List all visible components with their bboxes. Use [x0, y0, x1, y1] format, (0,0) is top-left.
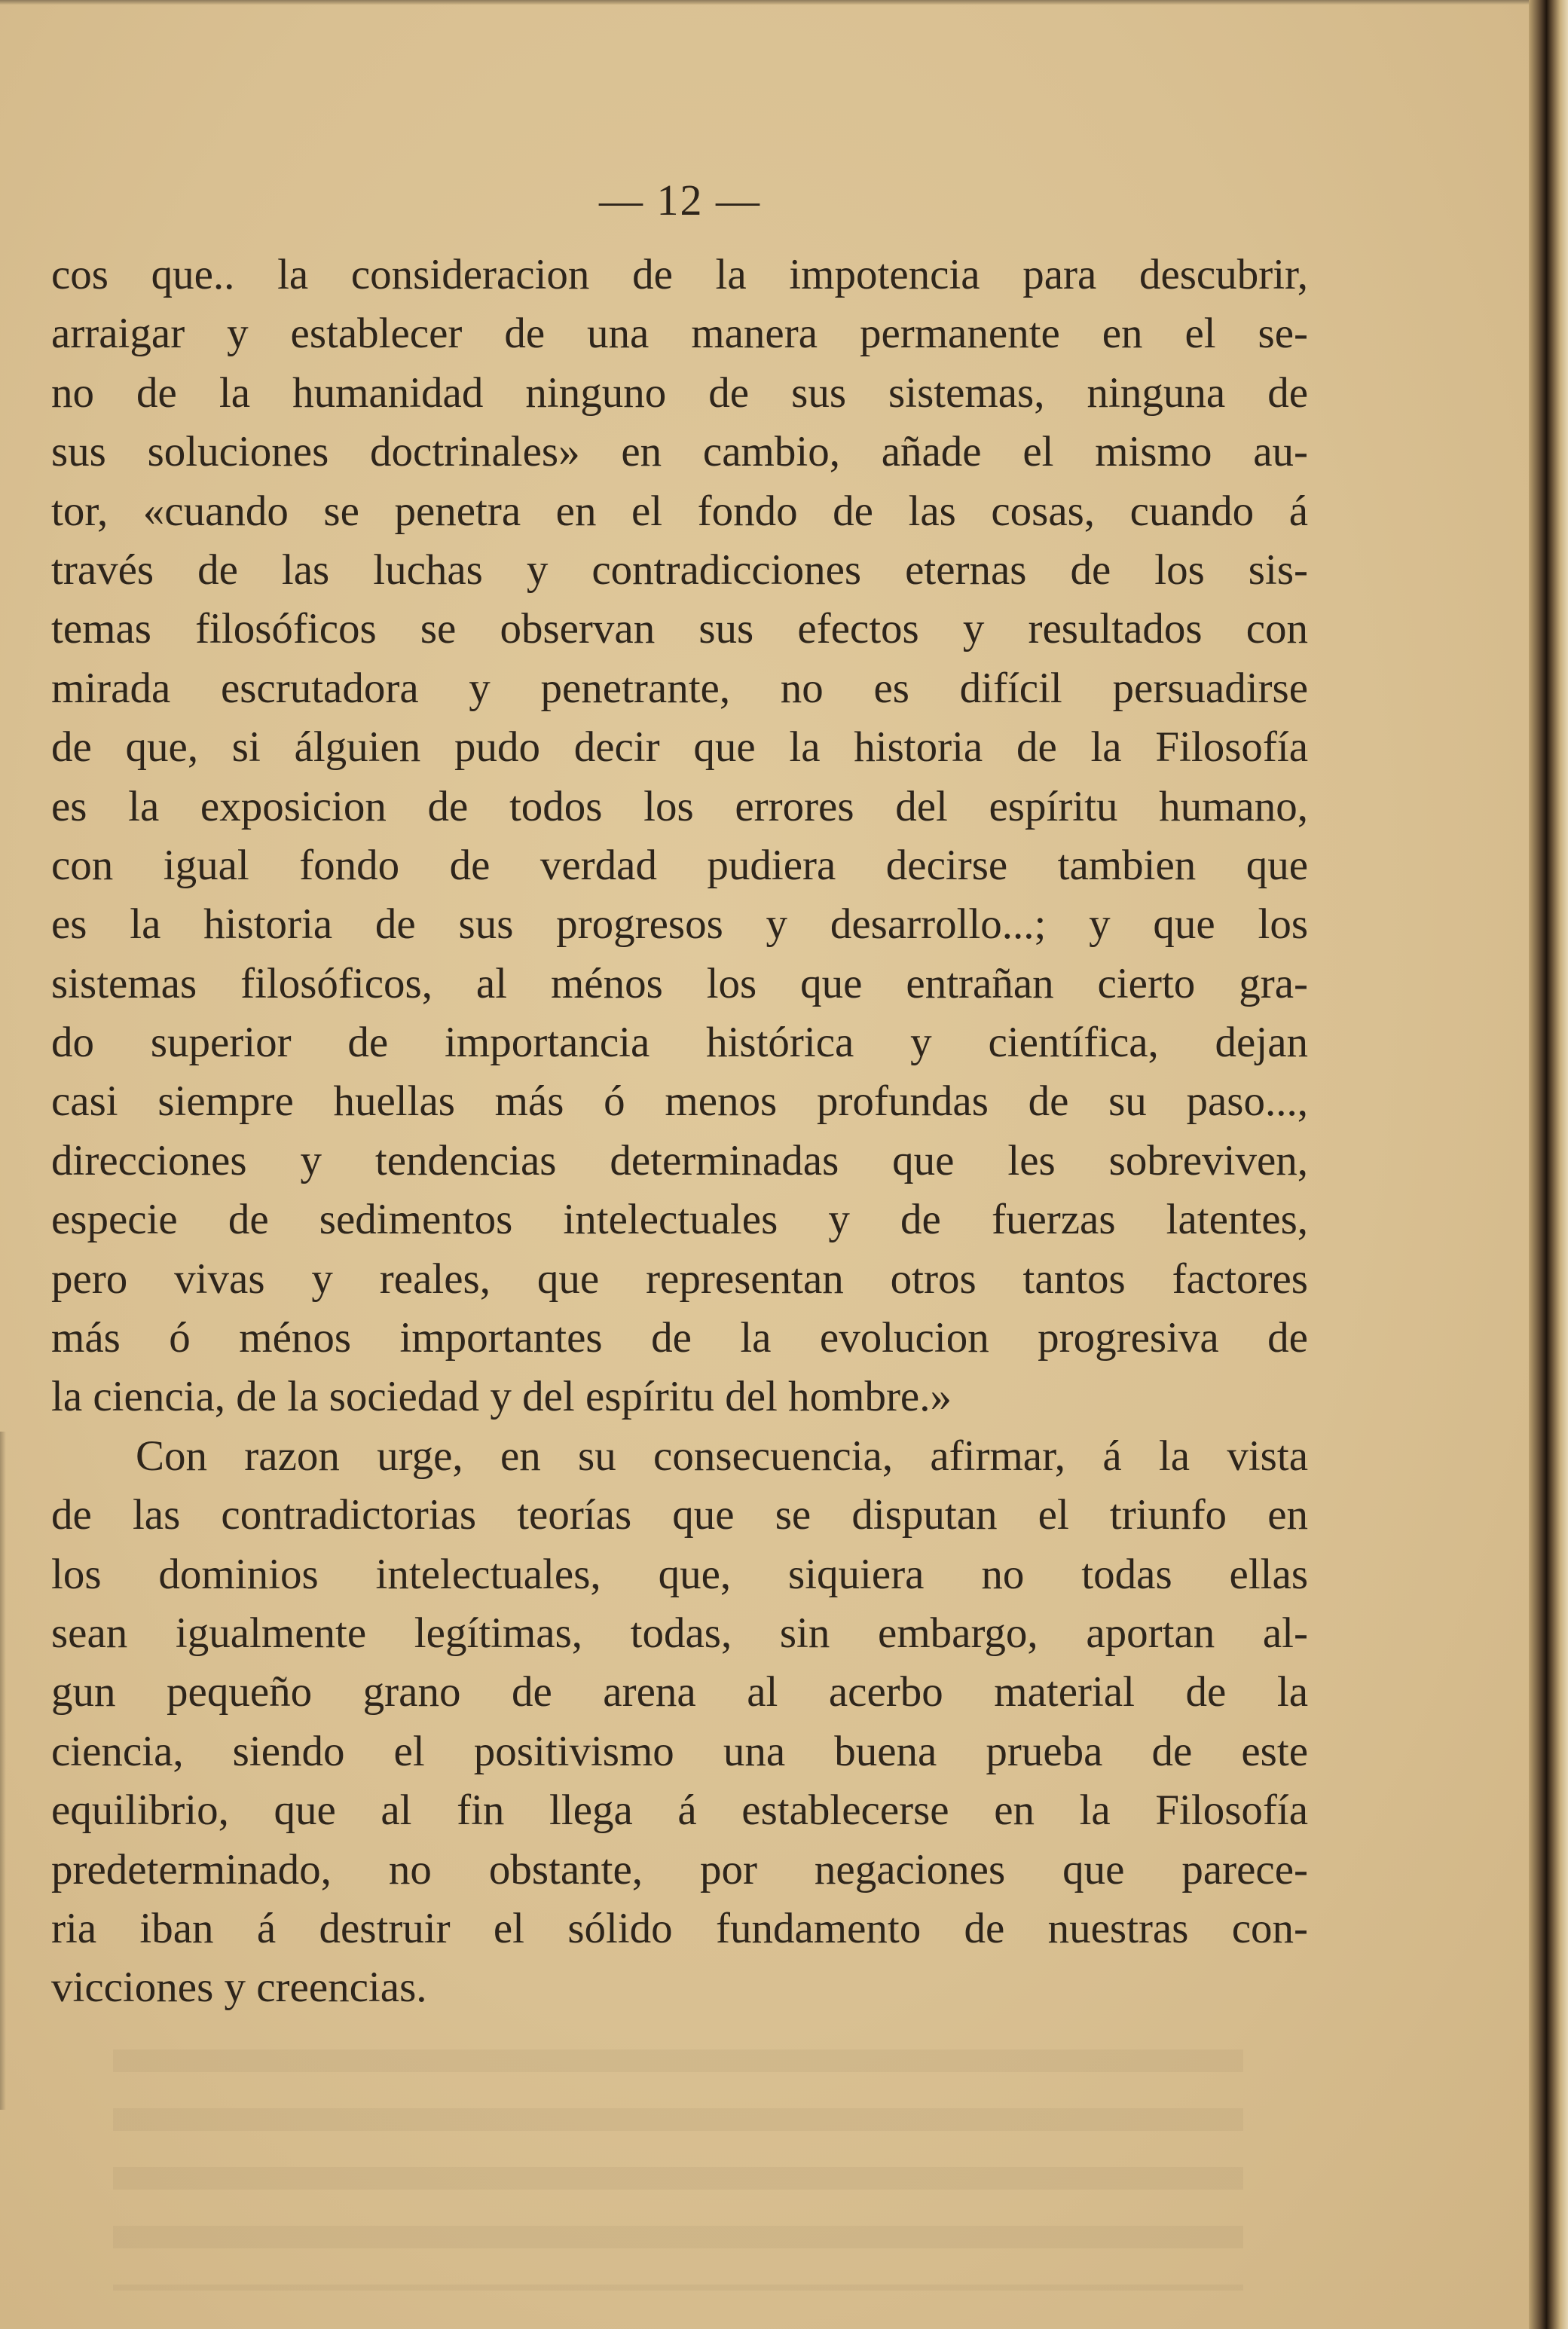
text-line: no de la humanidad ninguno de sus sistemas, ninguna de	[51, 368, 1308, 417]
book-spine-edge	[1529, 0, 1568, 2329]
text-line: la ciencia, de la sociedad y del espíritu del hombre.»	[51, 1373, 952, 1421]
text-line: pero vivas y reales, que representan otros tantos factores	[51, 1255, 1308, 1303]
text-line: de que, si álguien pudo decir que la historia de la Filosofía	[51, 723, 1308, 772]
text-line: sistemas filosóficos, al ménos los que entrañan cierto gra-	[51, 959, 1308, 1007]
text-line: los dominios intelectuales, que, siquiera no todas ellas	[51, 1550, 1308, 1598]
text-line: mirada escrutadora y penetrante, no es difícil persuadirse	[51, 664, 1308, 712]
paragraph-1	[51, 246, 1308, 1427]
text-line: ciencia, siendo el positivismo una buena prueba de este	[51, 1727, 1308, 1775]
page-number: — 12 —	[599, 176, 761, 225]
paragraph-2	[51, 1427, 1308, 2018]
text-line: predeterminado, no obstante, por negaciones que parece-	[51, 1845, 1308, 1893]
text-line: de las contradictorias teorías que se disputan el triunfo en	[51, 1491, 1308, 1539]
text-line: temas filosóficos se observan sus efectos y resultados con	[51, 605, 1308, 653]
text-line: casi siempre huellas más ó menos profundas de su paso...,	[51, 1077, 1308, 1126]
text-line: vicciones y creencias.	[51, 1964, 427, 2012]
text-line: más ó ménos importantes de la evolucion progresiva de	[51, 1314, 1308, 1362]
text-line: es la exposicion de todos los errores del espíritu humano,	[51, 782, 1308, 830]
body-text	[51, 246, 1308, 2018]
text-line: Con razon urge, en su consecuencia, afirmar, á la vista	[136, 1432, 1308, 1480]
text-line: sean igualmente legítimas, todas, sin embargo, aportan al-	[51, 1609, 1308, 1657]
text-line: do superior de importancia histórica y científica, dejan	[51, 1019, 1308, 1067]
text-line: especie de sedimentos intelectuales y de fuerzas latentes,	[51, 1196, 1308, 1244]
text-line: través de las luchas y contradicciones eternas de los sis-	[51, 546, 1308, 594]
text-line: cos que.. la consideracion de la impotencia para descubrir,	[51, 251, 1308, 298]
page-top-edge	[0, 0, 1530, 5]
text-line: ria iban á destruir el sólido fundamento de nuestras con-	[51, 1904, 1308, 1952]
text-line: direcciones y tendencias determinadas que les sobreviven,	[51, 1136, 1308, 1184]
text-line: equilibrio, que al fin llega á establecerse en la Filosofía	[51, 1786, 1308, 1835]
text-line: sus soluciones doctrinales» en cambio, añade el mismo au-	[51, 428, 1308, 476]
page-left-shadow	[0, 1432, 6, 2110]
text-line: es la historia de sus progresos y desarrollo...; y que los	[51, 900, 1308, 949]
text-line: tor, «cuando se penetra en el fondo de las cosas, cuando á	[51, 487, 1308, 535]
bleed-through-text	[113, 2049, 1243, 2291]
text-line: gun pequeño grano de arena al acerbo material de la	[51, 1668, 1308, 1716]
text-line: con igual fondo de verdad pudiera decirse tambien que	[51, 841, 1308, 889]
text-line: arraigar y establecer de una manera permanente en el se-	[51, 310, 1308, 358]
